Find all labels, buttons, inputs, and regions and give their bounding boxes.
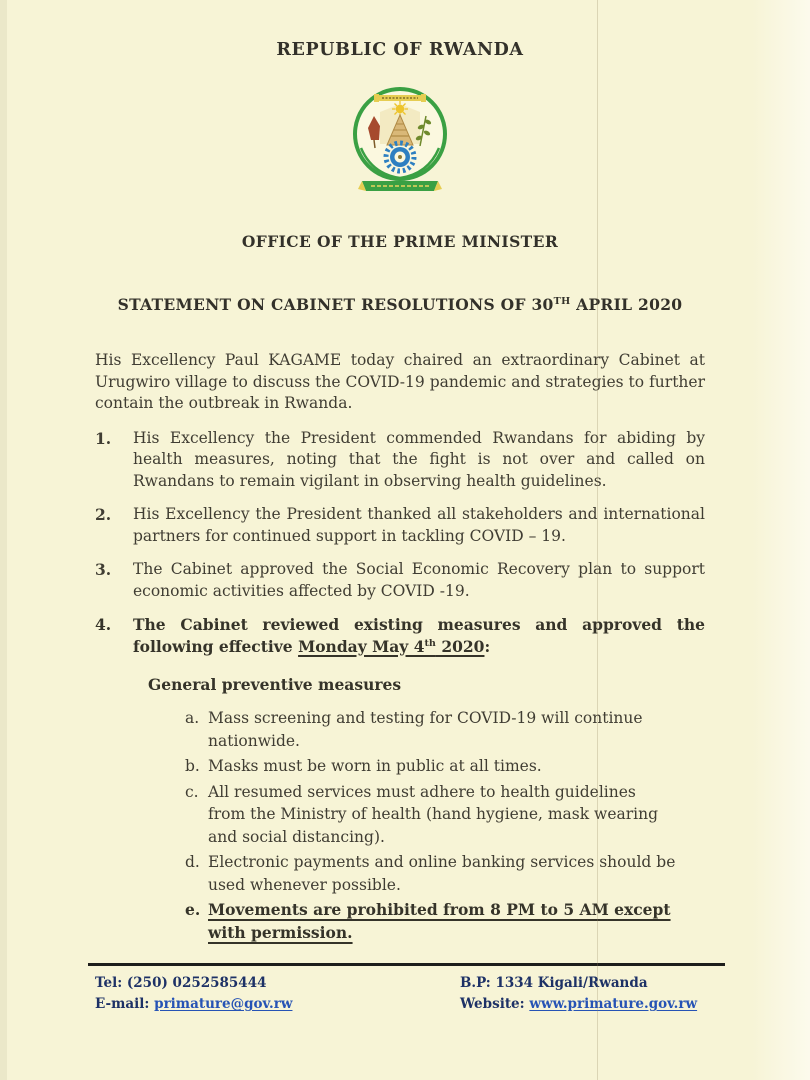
item-letter: d.	[185, 853, 200, 871]
office-title: OFFICE OF THE PRIME MINISTER	[241, 232, 559, 251]
numbered-item-3	[95, 559, 705, 602]
item-number: 3.	[95, 560, 112, 579]
footer-right-column	[460, 973, 725, 1015]
republic-title: REPUBLIC OF RWANDA	[276, 40, 524, 60]
item4-date-pre: Monday May 4	[298, 636, 425, 656]
item-text: All resumed services must adhere to health guidelines from the Ministry of health (hand hygiene, mask wearing and social distancing).	[208, 782, 659, 846]
lettered-list	[185, 707, 677, 944]
numbered-list	[95, 428, 705, 658]
statement-title-sup: TH	[553, 295, 571, 307]
footer-rule	[88, 963, 725, 966]
item-number: 4.	[95, 615, 112, 634]
item4-date-sup: th	[424, 637, 436, 649]
email-line	[95, 994, 460, 1015]
item-text: His Excellency the President thanked all stakeholders and international partners for continued support in tackling COVID – 19.	[133, 505, 705, 545]
item-text: Movements are prohibited from 8 PM to 5 AM except with permission.	[208, 900, 671, 942]
lettered-item-a	[185, 707, 677, 752]
intro-paragraph: His Excellency Paul KAGAME today chaired an extraordinary Cabinet at Urugwiro village to discuss the COVID-19 pandemic and strategies to further contain the outbreak in Rwanda.	[95, 351, 705, 412]
item-number: 2.	[95, 505, 112, 524]
website-line	[460, 994, 725, 1015]
lettered-item-e	[185, 899, 677, 944]
item4-effective-date	[298, 637, 484, 656]
tel-line: Tel: (250) 0252585444	[95, 975, 267, 991]
item4-suffix: :	[484, 636, 491, 656]
item4-date-post: 2020	[435, 636, 485, 656]
item-text: Electronic payments and online banking services should be used whenever possible.	[208, 853, 676, 894]
statement-title-post: APRIL 2020	[570, 295, 683, 314]
item-text: The Cabinet approved the Social Economic Recovery plan to support economic activities affected by COVID -19.	[133, 560, 705, 600]
website-link[interactable]: www.primature.gov.rw	[529, 996, 698, 1012]
item-letter: c.	[185, 782, 199, 801]
bp-line: B.P: 1334 Kigali/Rwanda	[460, 975, 648, 991]
item-number: 1.	[95, 428, 112, 448]
statement-title-pre: STATEMENT ON CABINET RESOLUTIONS OF 30	[117, 295, 554, 314]
scan-edge-shadow	[0, 0, 7, 1080]
footer-left-column	[88, 973, 460, 1015]
lettered-item-b	[185, 755, 677, 778]
item-text	[133, 614, 705, 657]
rwanda-coat-of-arms-icon	[344, 82, 456, 202]
item-letter: b.	[185, 757, 200, 775]
numbered-item-4	[95, 614, 705, 657]
lettered-item-c	[185, 781, 677, 849]
footer-columns	[88, 973, 725, 1015]
item-text: Masks must be worn in public at all times.	[208, 757, 542, 775]
statement-title	[95, 295, 705, 314]
item4-text-pre: The Cabinet reviewed existing measures and approved the following effective	[133, 615, 705, 656]
numbered-item-2	[95, 504, 705, 547]
item-letter: e.	[185, 900, 201, 919]
email-link[interactable]: primature@gov.rw	[154, 996, 293, 1012]
scan-edge-highlight	[752, 0, 810, 1080]
document-footer	[88, 963, 725, 1015]
website-label: Website:	[460, 996, 525, 1012]
coat-of-arms-svg	[344, 82, 456, 198]
numbered-item-1	[95, 428, 705, 493]
item-text: Mass screening and testing for COVID-19 will continue nationwide.	[208, 709, 643, 750]
item-text: His Excellency the President commended Rwandans for abiding by health measures, noting that the fight is not over and called on Rwandans to remain vigilant in observing health guidelines.	[133, 428, 705, 490]
item-letter: a.	[185, 709, 200, 727]
email-label: E-mail:	[95, 996, 150, 1012]
lettered-item-d	[185, 851, 677, 896]
preventive-measures-heading: General preventive measures	[148, 675, 402, 694]
